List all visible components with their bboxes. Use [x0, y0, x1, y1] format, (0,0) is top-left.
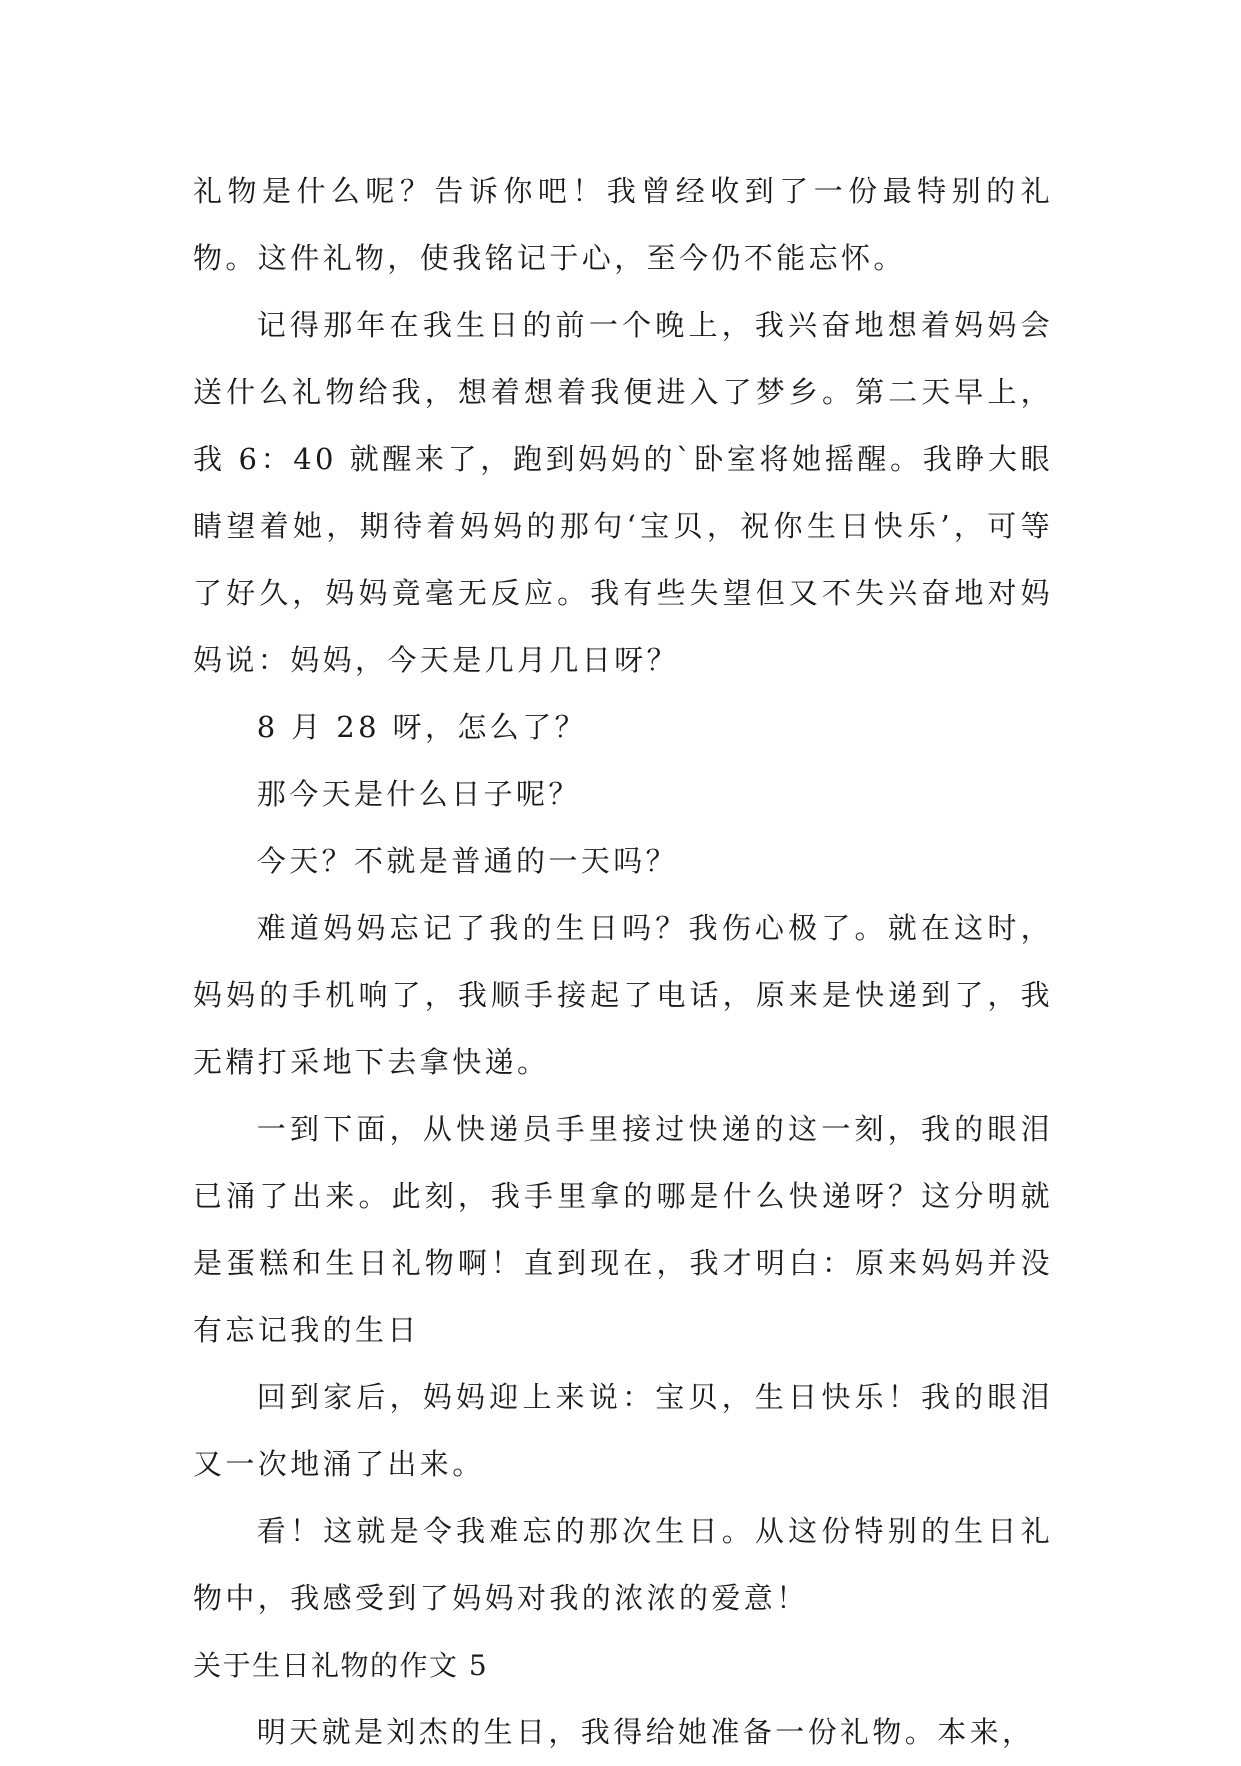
paragraph: 那今天是什么日子呢？: [256, 777, 581, 811]
paragraph: 8 月 28 呀，怎么了？: [256, 710, 588, 744]
paragraph: 记得那年在我生日的前一个晚上，我兴奋地想着妈妈会送什么礼物给我，想着想着我便进入了梦乡。第二天早上，我 6：40 就醒来了，跑到妈妈的`卧室将她摇醒。我睁大眼睛望着她，期待着妈妈的那句‘宝贝，祝你生日快乐’，可等了好久，妈妈竟毫无反应。我有些失望但又不失兴奋地对妈妈说：妈妈，今天是几月几日呀？: [193, 308, 1053, 677]
article-body: [193, 158, 1053, 1766]
section-heading: 关于生日礼物的作文 5: [193, 1649, 489, 1682]
paragraph: 看！这就是令我难忘的那次生日。从这份特别的生日礼物中，我感受到了妈妈对我的浓浓的爱意！: [193, 1514, 1053, 1615]
paragraph: 今天？不就是普通的一天吗？: [256, 844, 678, 878]
paragraph: 明天就是刘杰的生日，我得给她准备一份礼物。本来，: [256, 1715, 1035, 1749]
paragraph: 回到家后，妈妈迎上来说：宝贝，生日快乐！我的眼泪又一次地涌了出来。: [193, 1380, 1053, 1481]
paragraph: 难道妈妈忘记了我的生日吗？我伤心极了。就在这时，妈妈的手机响了，我顺手接起了电话，原来是快递到了，我无精打采地下去拿快递。: [193, 911, 1053, 1079]
paragraph: 一到下面，从快递员手里接过快递的这一刻，我的眼泪已涌了出来。此刻，我手里拿的哪是什么快递呀？这分明就是蛋糕和生日礼物啊！直到现在，我才明白：原来妈妈并没有忘记我的生日: [193, 1112, 1053, 1347]
paragraph-continued: 礼物是什么呢？告诉你吧！我曾经收到了一份最特别的礼物。这件礼物，使我铭记于心，至今仍不能忘怀。: [193, 174, 1053, 275]
